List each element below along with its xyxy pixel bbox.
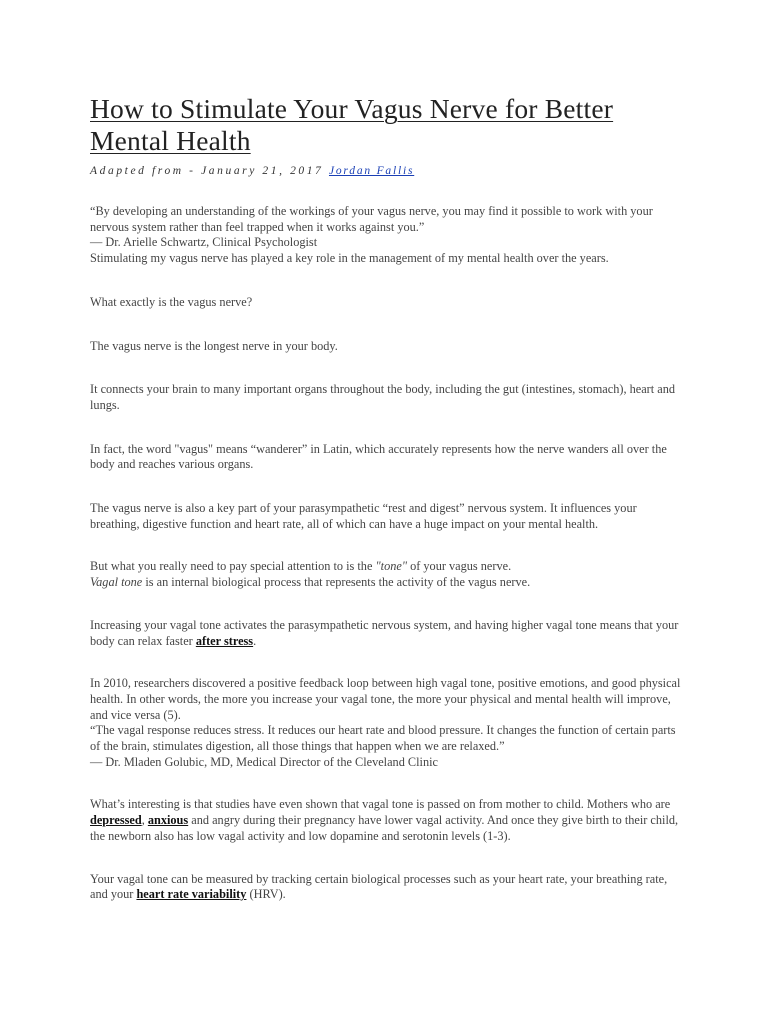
quote-golubic: “The vagal response reduces stress. It reduces our heart rate and blood pressure. It changes the function of certain parts of the brain, stimulates digestion, all those things that happen when we are relaxed.” — [90, 723, 676, 754]
author-link[interactable]: Jordan Fallis — [328, 165, 415, 177]
byline — [90, 165, 682, 177]
intro-paragraph: Stimulating my vagus nerve has played a key role in the management of my mental health over the years. — [90, 251, 609, 266]
quote-schwartz: “By developing an understanding of the workings of your vagus nerve, you may find it possible to work with your nervous system rather than feel trapped when it works against you.” — Dr. Arielle Schwartz, Clinical Psychologist Stimulating my vagus nerve has played a key role in the management of my mental health over the years. — [90, 204, 653, 266]
paragraph-2010: In 2010, researchers discovered a positive feedback loop between high vagal tone, positive emotions, and good physical health. In other words, the more you increase your vagal tone, the more your physical and mental health will improve, and vice versa (5). “The vagal response reduces stress. It reduces our heart rate and blood pressure. It changes the function of certain parts of the brain, stimulates digestion, all those things that happen when we are relaxed.” — Dr. Mladen Golubic, MD, Medical Director of the Cleveland Clinic — [90, 676, 681, 769]
article — [90, 93, 682, 903]
paragraph-tone: But what you really need to pay special attention to is the "tone" of your vagus nerve. Vagal tone is an internal biological process that represents the activity of the vagus nerve. — [90, 559, 531, 590]
paragraph-connects: It connects your brain to many important organs throughout the body, including the gut (intestines, stomach), heart and lungs. — [90, 382, 676, 412]
title-line-1: How to Stimulate Your Vagus Nerve for Better — [90, 93, 614, 124]
question-paragraph: What exactly is the vagus nerve? — [90, 294, 253, 309]
title-line-2: Mental Health — [90, 125, 251, 156]
paragraph-parasympathetic: The vagus nerve is also a key part of your parasympathetic “rest and digest” nervous system. It influences your breathing, digestive function and heart rate, all of which can have a huge impact on your mental health. — [90, 501, 637, 531]
quote-golubic-attribution: — Dr. Mladen Golubic, MD, Medical Director of the Cleveland Clinic — [90, 754, 438, 769]
anxious-link[interactable]: anxious — [147, 813, 189, 828]
paragraph-longest: The vagus nerve is the longest nerve in your body. — [90, 338, 338, 353]
after-stress-link[interactable]: after stress — [195, 633, 254, 648]
paragraph-wanderer: In fact, the word "vagus" means “wanderer” in Latin, which accurately represents how the nerve wanders all over the body and reaches various organs. — [90, 441, 667, 472]
paragraph-mothers: What’s interesting is that studies have even shown that vagal tone is passed on from mother to child. Mothers who are depressed, anxious and angry during their pregnancy have lower vagal activity. And once they give birth to their child, the newborn also has low vagal activity and low dopamine and serotonin levels (1-3). — [90, 797, 679, 843]
depressed-link[interactable]: depressed — [90, 813, 142, 828]
page-title — [90, 93, 682, 157]
heart-rate-variability-link[interactable]: heart rate variability — [136, 887, 247, 902]
byline-date: Adapted from - January 21, 2017 — [90, 165, 329, 177]
paragraph-measure: Your vagal tone can be measured by tracking certain biological processes such as your heart rate, your breathing rate, and your heart rate variability (HRV). — [90, 871, 668, 902]
paragraph-increase: Increasing your vagal tone activates the parasympathetic nervous system, and having higher vagal tone means that your body can relax faster after stress. — [90, 617, 679, 648]
article-body — [90, 204, 682, 903]
quote-attribution: — Dr. Arielle Schwartz, Clinical Psychologist — [90, 235, 318, 250]
